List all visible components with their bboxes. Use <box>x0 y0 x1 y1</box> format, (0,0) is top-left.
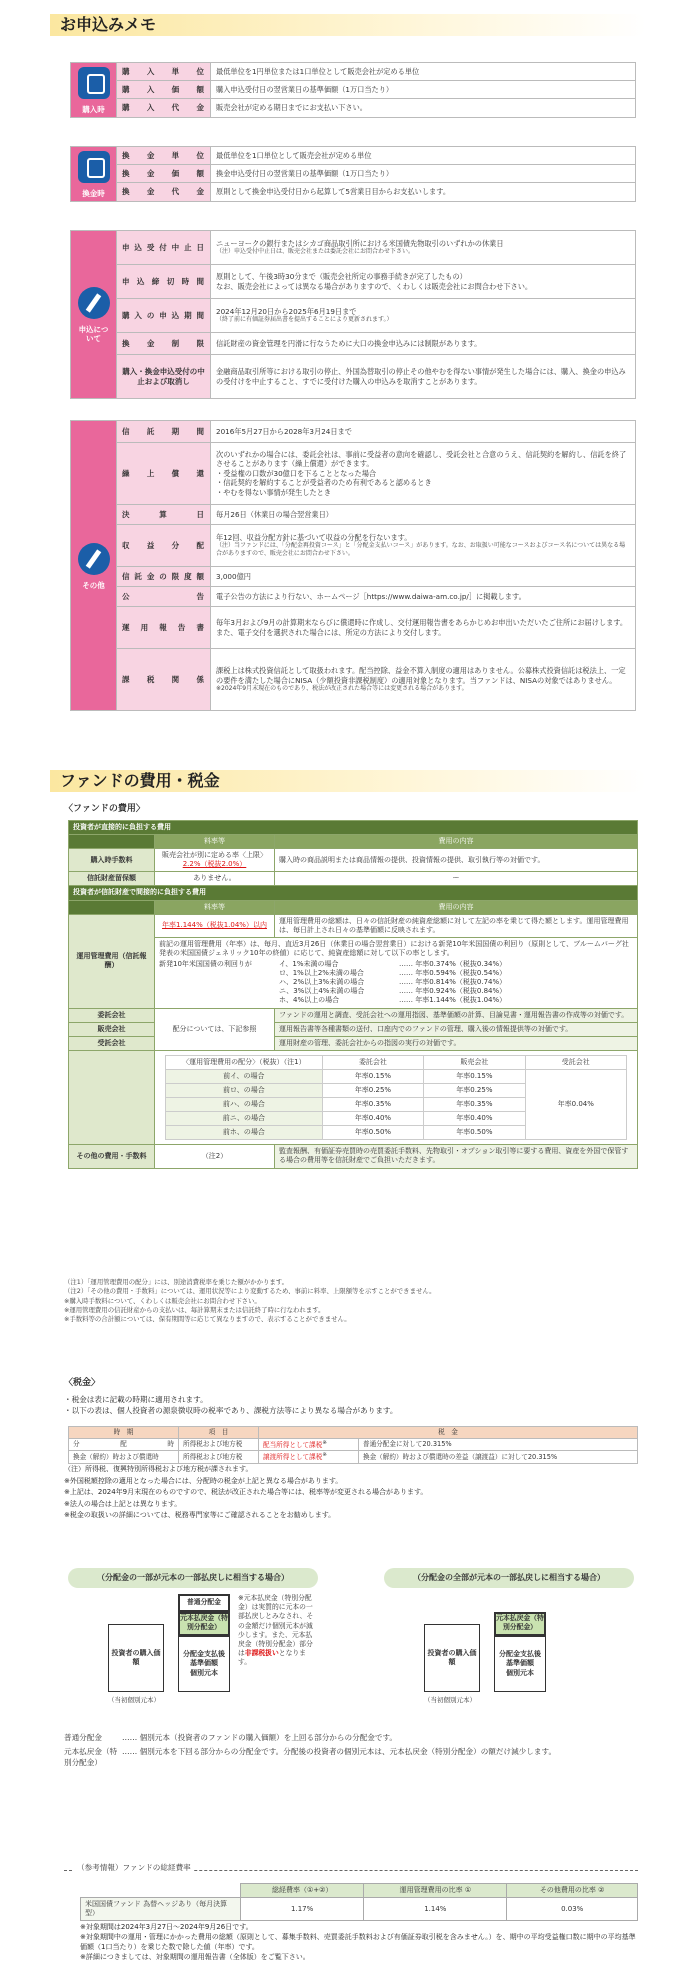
row-label: 収益分配 <box>117 525 211 567</box>
alloc-value: 年率0.15% <box>322 1069 423 1083</box>
row-label: 換金価額 <box>117 165 211 183</box>
nav-label: 基準価額 <box>506 1659 534 1668</box>
unit-label: 個別元本 <box>506 1668 534 1677</box>
tax-head: 時 期 <box>69 1427 179 1439</box>
dist-note: ※元本払戻金（特別分配金）は実質的に元本の一部払戻しとみなされ、その金額だけ個別元本が減少します。また、元本払戻金（特別分配金）部分は <box>238 1594 314 1658</box>
row-sub: また、電子交付を選択された場合には、所定の方法により交付します。 <box>216 627 446 637</box>
row-label: 換金代金 <box>117 183 211 201</box>
row-sub: （注）申込受付中止日は、販売会社または委託会社にお問合わせ下さい。 <box>216 248 415 256</box>
row-label: 信託金の限度額 <box>117 567 211 587</box>
col-content: 費用の内容 <box>275 835 638 849</box>
row-label: 購入価額 <box>117 81 211 99</box>
note-line: ※法人の場合は上記とは異なります。 <box>64 1499 182 1508</box>
tax-bullets: ・税金は表に記載の時期に適用されます。 ・以下の表は、個人投資者の源泉徴収時の税率であり、課税方法等により異なる場合があります。 <box>64 1395 398 1415</box>
row-label: 運用報告書 <box>117 607 211 649</box>
def-term: 元本払戻金（特別分配金） <box>64 1747 118 1767</box>
initial-principal: （当初個別元本） <box>108 1696 160 1704</box>
retention-content: ー <box>275 872 638 886</box>
dist-right-title: （分配金の全部が元本の一部払戻しに相当する場合） <box>384 1568 634 1588</box>
tax-kind: 配当所得として課税 <box>263 1440 323 1449</box>
tax-kind: 譲渡所得として課税 <box>263 1453 323 1462</box>
pen-icon <box>78 287 110 319</box>
other-fee-rate: （注2） <box>155 1145 275 1168</box>
purchase-fee-label: 購入時手数料 <box>69 849 155 872</box>
row-value: 次のいずれかの場合には、委託会社は、事前に受益者の意向を確認し、受託会社と合意のうえ、信託契約を解約し、信託を終了させることがあります（繰上償還）ができます。 <box>216 450 627 469</box>
fee-notes <box>64 1278 638 1324</box>
alloc-head: 受託会社 <box>525 1055 626 1069</box>
tax-rate: 普通分配金に対して20.315% <box>359 1438 638 1451</box>
ref-title: （参考情報）ファンドの総経費率 <box>74 1863 194 1873</box>
mgmt-fee-rate: 年率1.144%（税抜1.04%）以内 <box>162 921 267 930</box>
dist-left <box>68 1568 318 1718</box>
tax-free-note: 非課税扱い <box>244 1649 279 1658</box>
alloc-value: 年率0.50% <box>424 1126 525 1140</box>
rate-tier: イ、1%未満の場合 …… 年率0.374%（税抜0.34%） <box>279 960 507 969</box>
row-label: 換金制限 <box>117 333 211 355</box>
other-fee-content: 監査報酬、有価証券売買時の売買委託手数料、先物取引・オプション取引等に要する費用、資産を外国で保管する場合の費用等を信託財産でご負担いただきます。 <box>275 1145 638 1168</box>
alloc-head: 〈運用管理費用の配分〉（税抜）（注1） <box>166 1055 323 1069</box>
row-label: 換金単位 <box>117 147 211 165</box>
role-label: 受託会社 <box>69 1036 155 1050</box>
retention-rate: ありません。 <box>155 872 275 886</box>
tax-item: 所得税および地方税 <box>179 1438 259 1451</box>
role-content: 運用財産の管理、委託会社からの指図の実行の対価です。 <box>275 1036 638 1050</box>
note-line: ※購入時手数料について、くわしくは販売会社にお問合わせ下さい。 <box>64 1296 261 1305</box>
rate-tier: ホ、4%以上の場合 …… 年率1.144%（税抜1.04%） <box>279 996 507 1005</box>
tax-notes <box>64 1464 427 1522</box>
nav-label: 基準価額 <box>190 1659 218 1668</box>
mgmt-fee-detail: 前記の運用管理費用（年率）は、毎月、直近3月26日（休業日の場合翌営業日）における新発10年米国国債の利回り（原則として、ブルームバーグ社発表の米国国債ジェネリック10年の終値）に応じて、純資産総額に対して以下の率とします。 <box>159 939 629 957</box>
fee-section-title: ファンドの費用・税金 <box>50 770 646 792</box>
row-value: 金融商品取引所等における取引の停止、外国為替取引の停止その他やむを得ない事情が発生した場合には、購入、換金の申込みの受付けを中止すること、すでに受付けた購入の申込みを取消すことがあります。 <box>211 355 636 399</box>
note-line: ※手数料等の合計額については、保有期間等に応じて異なりますので、表示することができません。 <box>64 1315 351 1324</box>
note-line: ※運用管理費用の信託財産からの支払いは、毎計算期末または信託終了時に行なわれます。 <box>64 1305 325 1314</box>
purchase-fee-rate: 販売会社が別に定める率〈上限〉 <box>162 851 267 860</box>
alloc-value: 年率0.15% <box>424 1069 525 1083</box>
mgmt-fee-content: 運用管理費用の総額は、日々の信託財産の純資産総額に対して左記の率を乗じて得た額とします。運用管理費用は、毎日計上され日々の基準価額に反映されます。 <box>275 914 638 937</box>
tax-time: 換金（解約）時および償還時 <box>69 1451 179 1464</box>
principal-dist-box: 元本払戻金（特別分配金） <box>178 1612 230 1636</box>
note-line: ※対象期間は2024年3月27日～2024年9月26日です。 <box>80 1923 253 1931</box>
note-line: ※上記は、2024年9月末現在のものですので、税法が改正された場合等には、税率等が変更される場合があります。 <box>64 1488 428 1497</box>
row-label: 繰上償還 <box>117 443 211 505</box>
tax-head: 税 金 <box>259 1427 638 1439</box>
note-line: （注）所得税、復興特別所得税および地方税が課されます。 <box>64 1465 253 1473</box>
row-value: 課税上は株式投資信託として取扱われます。配当控除、益金不算入制度の適用はありません。公募株式投資信託は税法上、一定の要件を満たした場合にNISA（少額投資非課税制度）の適用対象となります。当ファンドは、NISAの対象ではありません。 <box>216 666 626 685</box>
after-payment: 分配金支払後 <box>499 1650 541 1659</box>
after-payment: 分配金支払後 <box>183 1650 225 1659</box>
row-value: 最低単位を1円単位または1口単位として販売会社が定める単位 <box>211 63 636 81</box>
direct-fee-header: 投資者が直接的に負担する費用 <box>69 821 638 835</box>
alloc-value: 年率0.40% <box>322 1112 423 1126</box>
ref-fund-name: 米国国債ファンド 為替ヘッジあり（毎月決算型） <box>81 1898 241 1921</box>
role-label: 販売会社 <box>69 1022 155 1036</box>
tax-table: 時 期 項 目 税 金 分配時 所得税および地方税 配当所得として課税※ 普通分配金に対して20.315% 換金（解約）時および償還時 所得税および地方税 譲渡所得として課税※ 換金（解約）時および償還時の差益（譲渡益）に対して20.315% <box>68 1426 638 1464</box>
note-line: ※詳細につきましては、対象期間の運用報告書（全体版）をご覧下さい。 <box>80 1953 310 1962</box>
ref-head: 運用管理費用の比率 ① <box>364 1884 507 1898</box>
row-value: 毎月26日（休業日の場合翌営業日） <box>211 505 636 525</box>
note-line: ※外国税額控除の適用となった場合には、分配時の税金が上記と異なる場合があります。 <box>64 1476 343 1485</box>
role-label: 委託会社 <box>69 1008 155 1022</box>
dist-note-end: となります。 <box>238 1649 306 1667</box>
alloc-head: 販売会社 <box>424 1055 525 1069</box>
row-value: 販売会社が定める期日までにお支払い下さい。 <box>211 99 636 117</box>
ref-notes <box>80 1922 638 1963</box>
investor-price: 投資者の購入価額 <box>111 1648 161 1666</box>
redeem-icon-cell: 換金時 <box>71 147 117 202</box>
alloc-value: 年率0.35% <box>322 1098 423 1112</box>
ref-other: 0.03% <box>507 1898 638 1921</box>
row-label: 決算日 <box>117 505 211 525</box>
note-line: ※対象期間中の運用・管理にかかった費用の総額（原則として、募集手数料、売買委託手数料および有価証券取引税を含みません。）を、期中の平均受益権口数に期中の平均基準価額（1口当たり）を乗じた数で除した値（年率）です。 <box>80 1933 636 1952</box>
row-sub: （注）当ファンドには、「分配金再投資コース」と「分配金支払いコース」があります。なお、お取扱い可能なコースおよびコース名については異なる場合がありますので、販売会社にお問合わせ下さい。 <box>216 542 626 558</box>
row-value: 2016年5月27日から2028年3月24日まで <box>211 421 636 443</box>
row-label: 公告 <box>117 587 211 607</box>
principal-dist-box: 元本払戻金（特別分配金） <box>494 1612 546 1636</box>
redeem-icon <box>78 151 110 183</box>
tax-subtitle: 〈税金〉 <box>64 1378 101 1388</box>
dist-definitions <box>64 1732 638 1768</box>
alloc-trustee: 年率0.04% <box>525 1069 626 1139</box>
row-value: 原則として換金申込受付日から起算して5営業日目からお支払いします。 <box>211 183 636 201</box>
row-sub: （終了前に有価証券届出書を提出することにより更新されます。） <box>216 316 393 324</box>
row-label: 購入・換金申込受付の中止および取消し <box>117 355 211 399</box>
ref-table <box>80 1883 638 1921</box>
note-line: ※税金の取扱いの詳細については、税務専門家等にご確認されることをお勧めします。 <box>64 1511 336 1520</box>
purchase-table <box>70 62 636 118</box>
other-table <box>70 420 636 711</box>
row-value: ニューヨークの銀行またはシカゴ商品取引所における米国債先物取引のいずれかの休業日 <box>216 238 504 248</box>
role-content: ファンドの運用と調査、受託会社への運用指図、基準価額の計算、目論見書・運用報告書の作成等の対価です。 <box>275 1008 638 1022</box>
col-rate: 料率等 <box>155 900 275 914</box>
row-value: 購入申込受付日の翌営業日の基準価額（1万口当たり） <box>211 81 636 99</box>
row-label: 購入代金 <box>117 99 211 117</box>
other-fee-label: その他の費用・手数料 <box>69 1145 155 1168</box>
mgmt-fee-label: 運用管理費用（信託報酬） <box>69 914 155 1008</box>
purchase-fee-content: 購入時の商品説明または商品情報の提供、投資情報の提供、取引執行等の対価です。 <box>275 849 638 872</box>
role-content: 運用報告書等各種書類の送付、口座内でのファンドの管理、購入後の情報提供等の対価です。 <box>275 1022 638 1036</box>
row-label: 信託期間 <box>117 421 211 443</box>
row-value: 最低単位を1口単位として販売会社が定める単位 <box>211 147 636 165</box>
row-value: 毎年3月および9月の計算期末ならびに償還時に作成し、交付運用報告書をあらかじめお申出いただいたご住所にお届けします。 <box>216 618 628 628</box>
tax-time: 分配時 <box>69 1438 179 1451</box>
row-value: 3,000億円 <box>211 567 636 587</box>
application-table <box>70 230 636 399</box>
application-icon-cell: 申込について <box>71 231 117 399</box>
memo-section-title: お申込みメモ <box>50 14 646 36</box>
row-label: 購入の申込期間 <box>117 299 211 333</box>
tax-head: 項 目 <box>179 1427 259 1439</box>
row-value: 2024年12月20日から2025年6月19日まで <box>216 306 357 316</box>
indirect-fee-header: 投資者が信託財産で間接的に負担する費用 <box>69 886 638 900</box>
retention-label: 信託財産留保額 <box>69 872 155 886</box>
def-term: 普通分配金 <box>64 1733 102 1742</box>
ref-head: 総経費率（①+②） <box>241 1884 364 1898</box>
row-sub: ※2024年9月末現在のものであり、税法が改正された場合等には変更される場合があります。 <box>216 684 468 692</box>
row-label: 申込締切時間 <box>117 265 211 299</box>
row-value: 原則として、午後3時30分まで（販売会社所定の事務手続きが完了したもの） <box>216 272 467 282</box>
alloc-case: 前ロ、の場合 <box>166 1083 323 1097</box>
alloc-case: 前ホ、の場合 <box>166 1126 323 1140</box>
col-content: 費用の内容 <box>275 900 638 914</box>
row-value: 信託財産の資金管理を円滑に行なうために大口の換金申込みには制限があります。 <box>211 333 636 355</box>
alloc-case: 前ニ、の場合 <box>166 1112 323 1126</box>
alloc-case: 前イ、の場合 <box>166 1069 323 1083</box>
row-label: 申込受付中止日 <box>117 231 211 265</box>
redeem-table <box>70 146 636 202</box>
ref-mgmt: 1.14% <box>364 1898 507 1921</box>
purchase-icon <box>78 67 110 99</box>
row-label: 課税関係 <box>117 649 211 711</box>
initial-principal: （当初個別元本） <box>424 1696 476 1704</box>
row-label: 購入単位 <box>117 63 211 81</box>
investor-price: 投資者の購入価額 <box>427 1648 477 1666</box>
dist-left-title: （分配金の一部が元本の一部払戻しに相当する場合） <box>68 1568 318 1588</box>
alloc-head: 委託会社 <box>322 1055 423 1069</box>
row-value: 年12回、収益分配方針に基づいて収益の分配を行ないます。 <box>216 533 412 543</box>
normal-dist-box: 普通分配金 <box>178 1594 230 1612</box>
fee-table <box>68 820 638 1169</box>
note-line: （注1）「運用管理費用の配分」には、別途消費税率を乗じた額がかかります。 <box>64 1278 289 1286</box>
tax-rate: 換金（解約）時および償還時の差益（譲渡益）に対して20.315% <box>359 1451 638 1464</box>
unit-label: 個別元本 <box>190 1668 218 1677</box>
row-value: 電子公告の方法により行ない、ホームページ［https://www.daiwa-am.co.jp/］に掲載します。 <box>211 587 636 607</box>
alloc-value: 年率0.40% <box>424 1112 525 1126</box>
purchase-icon-cell: 購入時 <box>71 63 117 118</box>
rate-intro: 新発10年米国国債の利回りが <box>159 960 252 969</box>
alloc-value: 年率0.50% <box>322 1126 423 1140</box>
paperclip-icon <box>78 543 110 575</box>
dist-right <box>384 1568 634 1718</box>
ref-head: その他費用の比率 ② <box>507 1884 638 1898</box>
purchase-fee-rate-red: 2.2%（税抜2.0%） <box>182 860 247 869</box>
rate-tier: ハ、2%以上3%未満の場合 …… 年率0.814%（税抜0.74%） <box>279 978 507 987</box>
row-sub: なお、販売会社によっては異なる場合がありますので、くわしくは販売会社にお問合わせ下さい。 <box>216 281 533 291</box>
roles-rate: 配分については、下記参照 <box>155 1008 275 1050</box>
fund-fee-subtitle: 〈ファンドの費用〉 <box>64 804 145 814</box>
tax-item: 所得税および地方税 <box>179 1451 259 1464</box>
alloc-value: 年率0.25% <box>424 1083 525 1097</box>
def-text: …… 個別元本（投資者のファンドの購入価額）を上回る部分からの分配金です。 <box>122 1733 398 1742</box>
rate-tier: ニ、3%以上4%未満の場合 …… 年率0.924%（税抜0.84%） <box>279 987 507 996</box>
def-text: …… 個別元本を下回る部分からの分配金です。分配後の投資者の個別元本は、元本払戻金（特別分配金）の額だけ減少します。 <box>122 1747 557 1756</box>
alloc-case: 前ハ、の場合 <box>166 1098 323 1112</box>
note-line: （注2）「その他の費用・手数料」については、運用状況等により変動するため、事前に料率、上限額等を示すことができません。 <box>64 1287 436 1296</box>
row-sub: ・受益権の口数が30億口を下ることとなった場合 ・信託契約を解約することが受益者のため有利であると認めるとき ・やむを得ない事情が発生したとき <box>216 468 432 497</box>
ref-total: 1.17% <box>241 1898 364 1921</box>
rate-tiers <box>279 960 506 1005</box>
col-rate: 料率等 <box>155 835 275 849</box>
other-icon-cell: その他 <box>71 421 117 711</box>
alloc-value: 年率0.35% <box>424 1098 525 1112</box>
rate-tier: ロ、1%以上2%未満の場合 …… 年率0.594%（税抜0.54%） <box>279 969 507 978</box>
alloc-value: 年率0.25% <box>322 1083 423 1097</box>
alloc-table <box>165 1055 627 1141</box>
row-value: 換金申込受付日の翌営業日の基準価額（1万口当たり） <box>211 165 636 183</box>
